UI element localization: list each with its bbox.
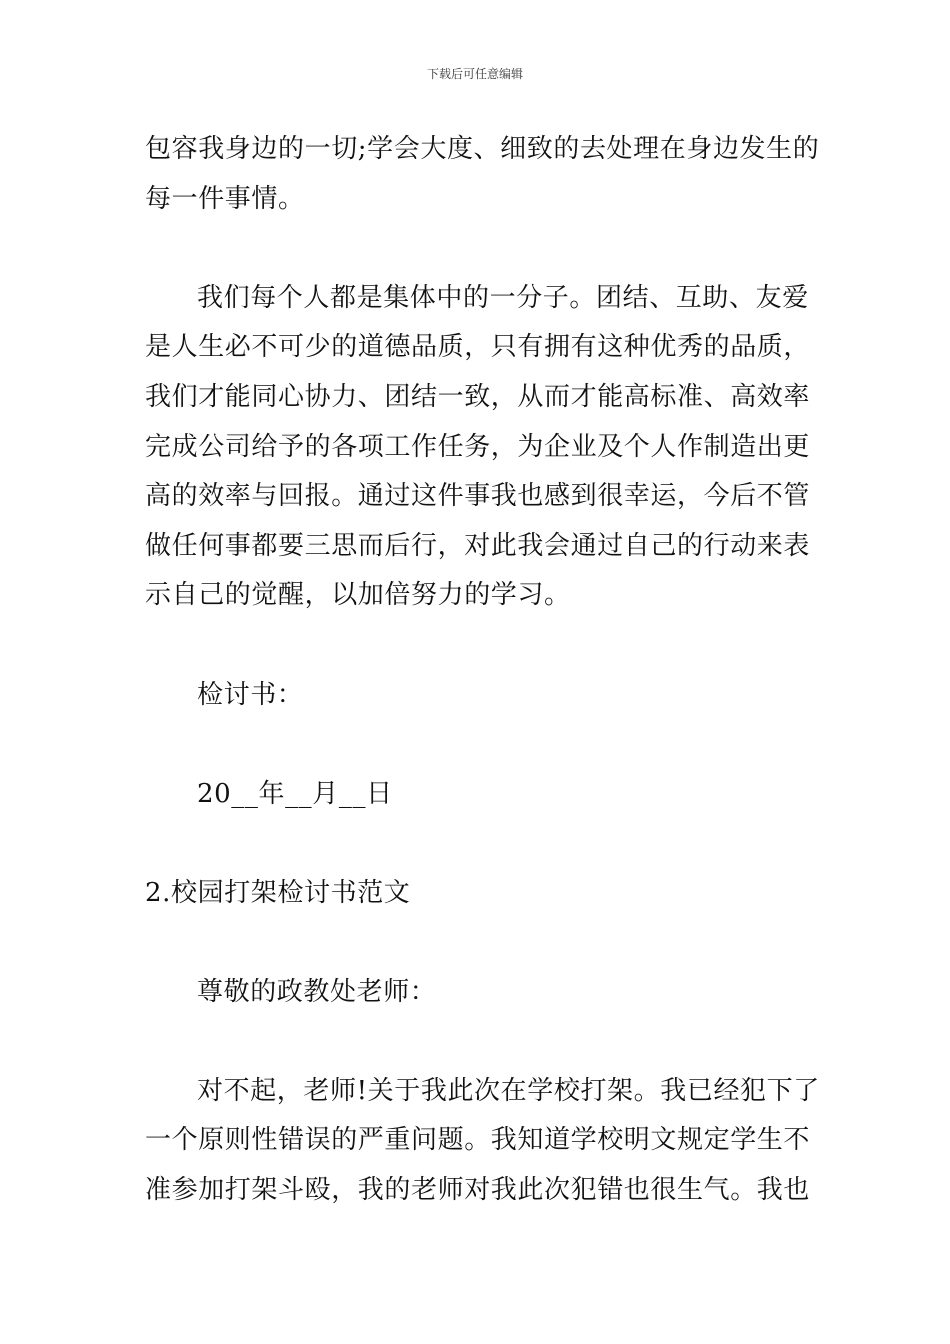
text-line: 一个原则性错误的严重问题。我知道学校明文规定学生不 [145, 1125, 811, 1155]
page-header-note: 下载后可任意编辑 [426, 67, 523, 81]
salutation: 尊敬的政教处老师： [197, 977, 437, 1007]
text-line: 包容我身边的一切;学会大度、细致的去处理在身边发生的 [145, 134, 820, 164]
text-line: 我们才能同心协力、团结一致，从而才能高标准、高效率 [145, 382, 811, 412]
text-line: 高的效率与回报。通过这件事我也感到很幸运，今后不管 [145, 481, 811, 511]
text-line: 我们每个人都是集体中的一分子。团结、互助、友爱 [197, 283, 809, 313]
text-line: 是人生必不可少的道德品质，只有拥有这种优秀的品质， [145, 332, 811, 362]
text-line: 准参加打架斗殴，我的老师对我此次犯错也很生气。我也 [145, 1175, 811, 1205]
text-line: 做任何事都要三思而后行，对此我会通过自己的行动来表 [145, 531, 811, 561]
text-line: 对不起，老师!关于我此次在学校打架。我已经犯下了 [197, 1076, 820, 1106]
text-line: 示自己的觉醒，以加倍努力的学习。 [145, 580, 571, 610]
signature-label: 检讨书： [197, 680, 304, 710]
text-line: 完成公司给予的各项工作任务，为企业及个人作制造出更 [145, 432, 811, 462]
text-line: 每一件事情。 [145, 184, 305, 214]
section-heading: 2.校园打架检讨书范文 [145, 878, 411, 908]
date-line: 20__年__月__日 [197, 779, 393, 809]
